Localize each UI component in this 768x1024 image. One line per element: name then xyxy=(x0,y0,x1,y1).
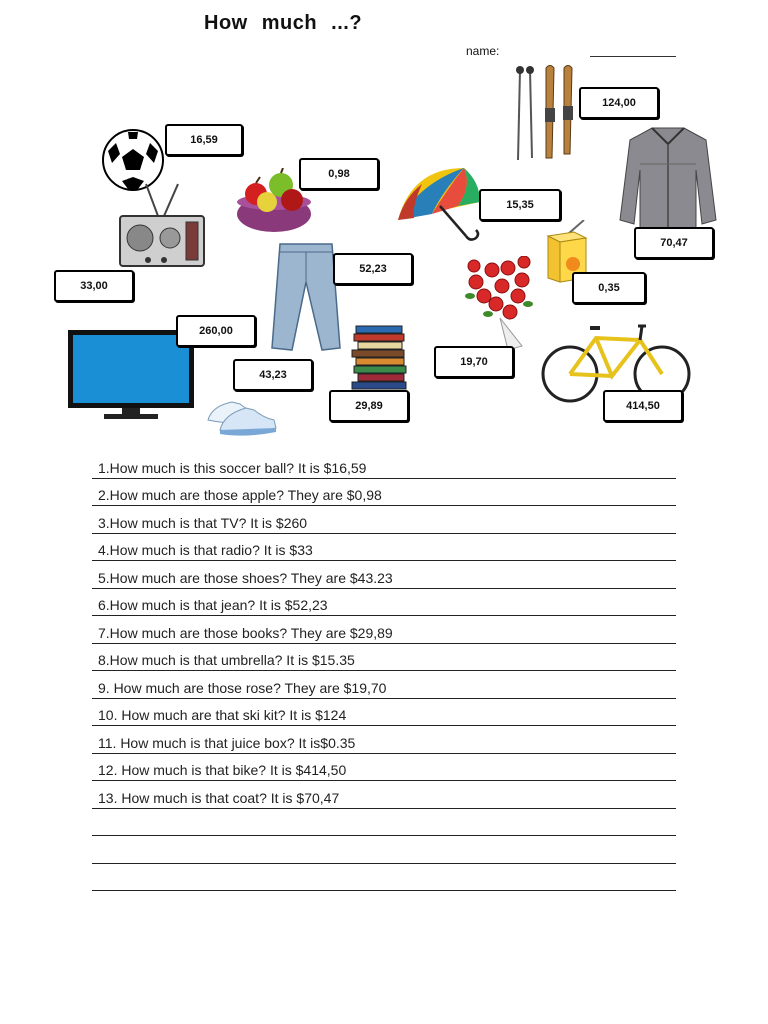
question-line xyxy=(92,726,676,754)
price-juice-box: 0,35 xyxy=(572,272,646,304)
price-umbrella: 15,35 xyxy=(479,189,561,221)
question-text: 5.How much are those shoes? They are $43.23 xyxy=(98,570,393,586)
price-roses: 19,70 xyxy=(434,346,514,378)
question-line xyxy=(92,561,676,589)
ski-kit-icon xyxy=(512,62,580,162)
question-text: 8.How much is that umbrella? It is $15.35 xyxy=(98,652,355,668)
question-text: 11. How much is that juice box? It is$0.35 xyxy=(98,735,356,751)
price-shoes: 43,23 xyxy=(233,359,313,391)
question-text: 9. How much are those rose? They are $19,70 xyxy=(98,680,387,696)
price-jeans: 52,23 xyxy=(333,253,413,285)
question-text: 4.How much is that radio? It is $33 xyxy=(98,542,313,558)
price-radio: 33,00 xyxy=(54,270,134,302)
question-line xyxy=(92,588,676,616)
question-line xyxy=(92,533,676,561)
question-text: 2.How much are those apple? They are $0,98 xyxy=(98,487,382,503)
shoes-icon xyxy=(206,390,278,436)
price-coat: 70,47 xyxy=(634,227,714,259)
radio-icon xyxy=(118,182,206,270)
name-field[interactable] xyxy=(590,56,676,57)
answer-line[interactable] xyxy=(92,890,676,891)
question-text: 7.How much are those books? They are $29,89 xyxy=(98,625,393,641)
answer-line[interactable] xyxy=(92,863,676,864)
question-line xyxy=(92,478,676,506)
question-line xyxy=(92,506,676,534)
question-line xyxy=(92,451,676,479)
page-title: How much ...? xyxy=(204,12,363,34)
question-text: 13. How much is that coat? It is $70,47 xyxy=(98,790,340,806)
books-icon xyxy=(350,324,410,390)
answer-line[interactable] xyxy=(92,835,676,836)
jeans-icon xyxy=(270,242,342,352)
question-line xyxy=(92,671,676,699)
question-line xyxy=(92,643,676,671)
price-tv: 260,00 xyxy=(176,315,256,347)
roses-icon xyxy=(462,256,536,354)
question-text: 10. How much are that ski kit? It is $124 xyxy=(98,707,347,723)
name-label: name: xyxy=(466,44,500,58)
question-text: 12. How much is that bike? It is $414,50 xyxy=(98,762,347,778)
price-soccer-ball: 16,59 xyxy=(165,124,243,156)
umbrella-icon xyxy=(392,162,488,244)
question-line xyxy=(92,616,676,644)
question-line xyxy=(92,781,676,809)
question-text: 1.How much is this soccer ball? It is $16,59 xyxy=(98,460,367,476)
price-apples: 0,98 xyxy=(299,158,379,190)
price-bike: 414,50 xyxy=(603,390,683,422)
question-line xyxy=(92,753,676,781)
question-text: 6.How much is that jean? It is $52,23 xyxy=(98,597,328,613)
question-text: 3.How much is that TV? It is $260 xyxy=(98,515,308,531)
question-line xyxy=(92,698,676,726)
price-books: 29,89 xyxy=(329,390,409,422)
coat-icon xyxy=(616,124,720,232)
price-ski-kit: 124,00 xyxy=(579,87,659,119)
